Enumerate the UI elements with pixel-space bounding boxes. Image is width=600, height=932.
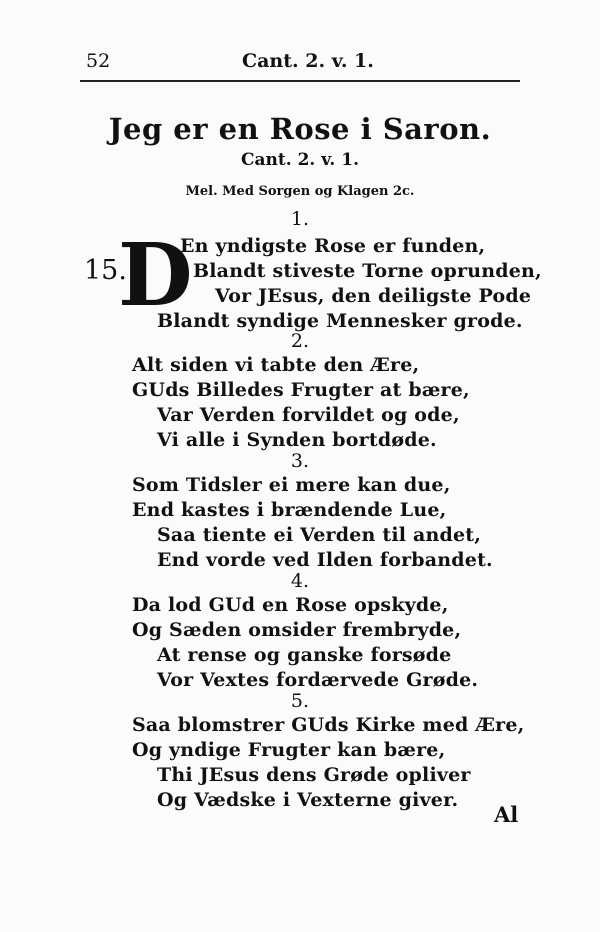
- verse-number: 3.: [290, 450, 310, 472]
- verse-line: End vorde ved Ilden forbandet.: [157, 549, 493, 571]
- melody-note: Mel. Med Sorgen og Klagen 2c.: [185, 184, 415, 199]
- verse-number: 4.: [290, 570, 310, 592]
- drop-cap: D: [118, 225, 193, 326]
- verse-line: Saa blomstrer GUds Kirke med Ære,: [132, 714, 525, 736]
- catchword: Al: [494, 802, 519, 827]
- verse-number: 5.: [290, 690, 310, 712]
- verse-line: At rense og ganske forsøde: [157, 644, 452, 666]
- verse-line: Var Verden forvildet og ode,: [157, 404, 460, 426]
- verse-line: GUds Billedes Frugter at bære,: [132, 379, 470, 401]
- verse-line: End kastes i brændende Lue,: [132, 499, 447, 521]
- header-rule: [80, 80, 520, 82]
- verse-line: Blandt stiveste Torne oprunden,: [193, 260, 542, 282]
- verse-line: Og Sæden omsider frembryde,: [132, 619, 462, 641]
- scripture-reference: Cant. 2. v. 1.: [240, 150, 359, 170]
- hymn-title: Jeg er en Rose i Saron.: [108, 112, 492, 146]
- running-header-reference: Cant. 2. v. 1.: [242, 50, 374, 72]
- verse-line: Saa tiente ei Verden til andet,: [157, 524, 482, 546]
- verse-number: 2.: [290, 330, 310, 352]
- verse-line: Alt siden vi tabte den Ære,: [132, 354, 420, 376]
- hymn-number: 15.: [84, 255, 127, 286]
- verse-line: Blandt syndige Mennesker grode.: [157, 310, 523, 332]
- verse-line: Da lod GUd en Rose opskyde,: [132, 594, 449, 616]
- page-number: 52: [86, 50, 111, 72]
- verse-line: Som Tidsler ei mere kan due,: [132, 474, 451, 496]
- verse-line: Vi alle i Synden bortdøde.: [157, 429, 437, 451]
- verse-line: Thi JEsus dens Grøde opliver: [157, 764, 471, 786]
- verse-line: En yndigste Rose er funden,: [180, 235, 486, 257]
- verse-line: Og Vædske i Vexterne giver.: [157, 789, 459, 811]
- verse-number: 1.: [290, 208, 310, 230]
- verse-line: Og yndige Frugter kan bære,: [132, 739, 446, 761]
- verse-line: Vor JEsus, den deiligste Pode: [215, 285, 532, 307]
- verse-line: Vor Vextes fordærvede Grøde.: [157, 669, 479, 691]
